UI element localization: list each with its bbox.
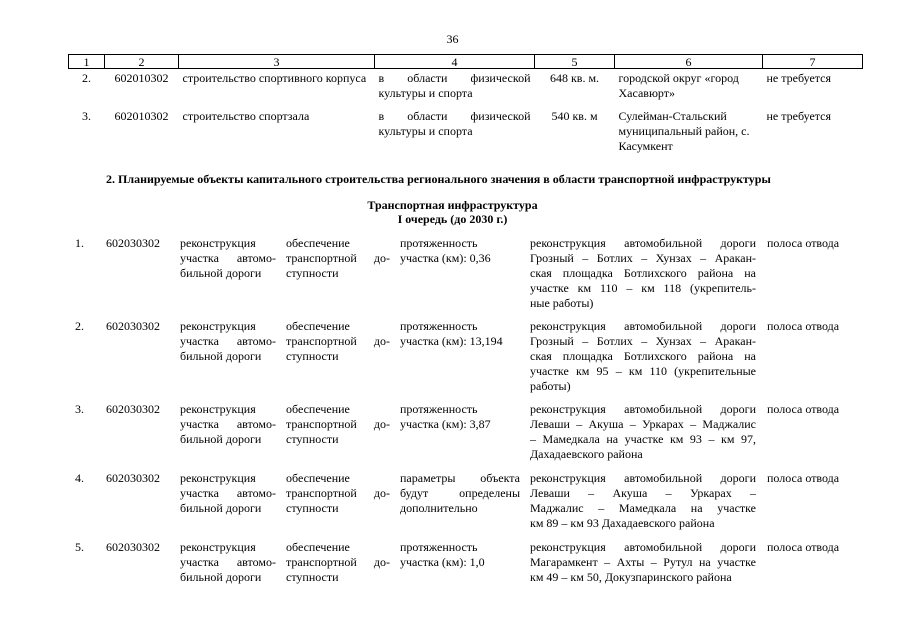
object-name-line: участка автомо-: [180, 555, 276, 569]
object-purpose-line: ступности: [286, 501, 339, 515]
object-code: 602030302: [106, 402, 160, 416]
object-characteristic: 540 кв. м: [551, 109, 598, 123]
object-name-line: реконструкция: [180, 236, 256, 250]
stage-title: I очередь (до 2030 г.): [397, 212, 508, 226]
zone-status: не требуется: [766, 109, 832, 123]
page-number: 36: [446, 32, 459, 46]
zone-status: полоса отвода: [767, 319, 840, 333]
object-location-line: реконструкция автомобильной дороги: [530, 402, 756, 416]
column-header: 1: [69, 55, 105, 69]
row-number: 3.: [75, 402, 84, 416]
column-header: 7: [763, 55, 863, 69]
object-name: [180, 471, 276, 516]
object-name-line: участка автомо-: [180, 251, 276, 265]
object-name-line: участка автомо-: [180, 334, 276, 348]
object-name-line: бильной дороги: [180, 432, 262, 446]
object-purpose-line: обеспечение: [286, 319, 350, 333]
object-name-line: реконструкция: [180, 471, 256, 485]
object-location-line: км 89 – км 93 Дахадаевского района: [530, 516, 715, 530]
object-name-line: реконструкция: [180, 402, 256, 416]
object-purpose: в области физической культуры и спорта: [378, 71, 531, 100]
object-characteristic-line: протяженность: [400, 319, 478, 333]
zone-status: полоса отвода: [767, 402, 840, 416]
object-purpose-line: транспортной до-: [286, 486, 390, 500]
object-purpose: [286, 402, 390, 447]
object-characteristic: [400, 540, 520, 570]
zone-status: не требуется: [766, 71, 832, 85]
object-purpose-line: ступности: [286, 570, 339, 584]
objects-table-continuation: [68, 54, 863, 160]
object-location: городской округ «город Хасавюрт»: [618, 71, 739, 100]
object-location-line: реконструкция автомобильной дороги: [530, 319, 756, 333]
object-characteristic-line: участка (км): 1,0: [400, 555, 485, 569]
row-number: 2.: [82, 71, 91, 85]
object-code: 602010302: [114, 109, 169, 123]
row-number: 4.: [75, 471, 84, 485]
object-purpose-line: ступности: [286, 266, 339, 280]
object-name: строительство спортивного корпуса: [182, 71, 367, 85]
object-location-line: ская площадка Ботлихского района на: [530, 349, 756, 363]
object-purpose: [286, 471, 390, 516]
table-row: [69, 69, 863, 108]
object-characteristic-line: протяженность: [400, 402, 478, 416]
object-code: 602030302: [106, 319, 160, 333]
row-number: 5.: [75, 540, 84, 554]
object-location-line: ные работы): [530, 296, 594, 310]
object-purpose-line: транспортной до-: [286, 334, 390, 348]
object-characteristic: [400, 471, 520, 516]
object-characteristic: [400, 319, 520, 349]
table-header-row: [69, 55, 863, 69]
object-characteristic: 648 кв. м.: [549, 71, 600, 85]
object-characteristic-line: будут определены: [400, 486, 520, 500]
object-location-line: реконструкция автомобильной дороги: [530, 540, 756, 554]
table-row: [69, 107, 863, 160]
object-characteristic-line: участка (км): 0,36: [400, 251, 491, 265]
object-location-line: Магарамкент – Ахты – Рутул на участке: [530, 555, 756, 569]
object-location: [530, 471, 756, 531]
object-code: 602010302: [114, 71, 169, 85]
object-location-line: Маджалис – Мамедкала на участке: [530, 501, 756, 515]
object-name: [180, 402, 276, 447]
object-name-line: реконструкция: [180, 540, 256, 554]
object-purpose: [286, 540, 390, 585]
object-characteristic-line: протяженность: [400, 540, 478, 554]
object-location: [530, 319, 756, 394]
object-code: 602030302: [106, 236, 160, 250]
zone-status: полоса отвода: [767, 236, 840, 250]
object-location-line: км 49 – км 50, Докузпаринского района: [530, 570, 732, 584]
row-number: 2.: [75, 319, 84, 333]
object-location-line: Грозный – Ботлих – Хунзах – Аракан-: [530, 251, 756, 265]
object-name: [180, 236, 276, 281]
column-header: 4: [375, 55, 535, 69]
object-code: 602030302: [106, 540, 160, 554]
object-name-line: реконструкция: [180, 319, 256, 333]
object-location-line: участке км 95 – км 110 (укрепительные: [530, 364, 756, 378]
object-characteristic-line: параметры объекта: [400, 471, 520, 485]
column-header: 3: [179, 55, 375, 69]
column-header: 5: [535, 55, 615, 69]
object-purpose: [286, 236, 390, 281]
object-name: [180, 540, 276, 585]
object-location-line: Леваши – Акуша – Уркарах – Маджалис: [530, 417, 756, 431]
object-location-line: участке км 110 – км 118 (укрепитель-: [530, 281, 756, 295]
object-name-line: бильной дороги: [180, 349, 262, 363]
object-purpose-line: транспортной до-: [286, 555, 390, 569]
object-location-line: реконструкция автомобильной дороги: [530, 471, 756, 485]
object-location: [530, 540, 756, 585]
object-location-line: реконструкция автомобильной дороги: [530, 236, 756, 250]
column-header: 2: [105, 55, 179, 69]
object-name: [180, 319, 276, 364]
object-purpose-line: обеспечение: [286, 236, 350, 250]
object-location: [530, 402, 756, 462]
object-characteristic: [400, 236, 520, 266]
object-location-line: работы): [530, 379, 571, 393]
object-location-line: ская площадка Ботлихского района на: [530, 266, 756, 280]
object-location-line: Грозный – Ботлих – Хунзах – Аракан-: [530, 334, 756, 348]
object-purpose-line: ступности: [286, 432, 339, 446]
object-purpose-line: транспортной до-: [286, 251, 390, 265]
object-location: [530, 236, 756, 311]
object-purpose-line: транспортной до-: [286, 417, 390, 431]
object-name-line: участка автомо-: [180, 486, 276, 500]
row-number: 3.: [82, 109, 91, 123]
object-location: Сулейман-Стальский муниципальный район, с. Касумкент: [618, 109, 750, 153]
object-purpose-line: обеспечение: [286, 471, 350, 485]
object-characteristic-line: участка (км): 13,194: [400, 334, 503, 348]
category-heading: [0, 198, 905, 226]
object-purpose-line: ступности: [286, 349, 339, 363]
object-purpose-line: обеспечение: [286, 540, 350, 554]
object-name-line: бильной дороги: [180, 501, 262, 515]
zone-status: полоса отвода: [767, 471, 840, 485]
section-heading: 2. Планируемые объекты капитального строительства регионального значения в области транспортной инфраструктуры: [106, 172, 771, 186]
object-characteristic-line: участка (км): 3,87: [400, 417, 491, 431]
object-purpose-line: обеспечение: [286, 402, 350, 416]
object-characteristic-line: протяженность: [400, 236, 478, 250]
object-code: 602030302: [106, 471, 160, 485]
object-purpose: [286, 319, 390, 364]
object-name-line: бильной дороги: [180, 570, 262, 584]
zone-status: полоса отвода: [767, 540, 840, 554]
row-number: 1.: [75, 236, 84, 250]
object-name-line: бильной дороги: [180, 266, 262, 280]
category-title: Транспортная инфраструктура: [367, 198, 538, 212]
object-purpose: в области физической культуры и спорта: [378, 109, 531, 138]
column-header: 6: [615, 55, 763, 69]
object-location-line: – Мамедкала на участке км 93 – км 97,: [530, 432, 756, 446]
object-characteristic-line: дополнительно: [400, 501, 478, 515]
object-location-line: Дахадаевского района: [530, 447, 643, 461]
object-characteristic: [400, 402, 520, 432]
object-location-line: Леваши – Акуша – Уркарах –: [530, 486, 756, 500]
object-name-line: участка автомо-: [180, 417, 276, 431]
object-name: строительство спортзала: [182, 109, 310, 123]
